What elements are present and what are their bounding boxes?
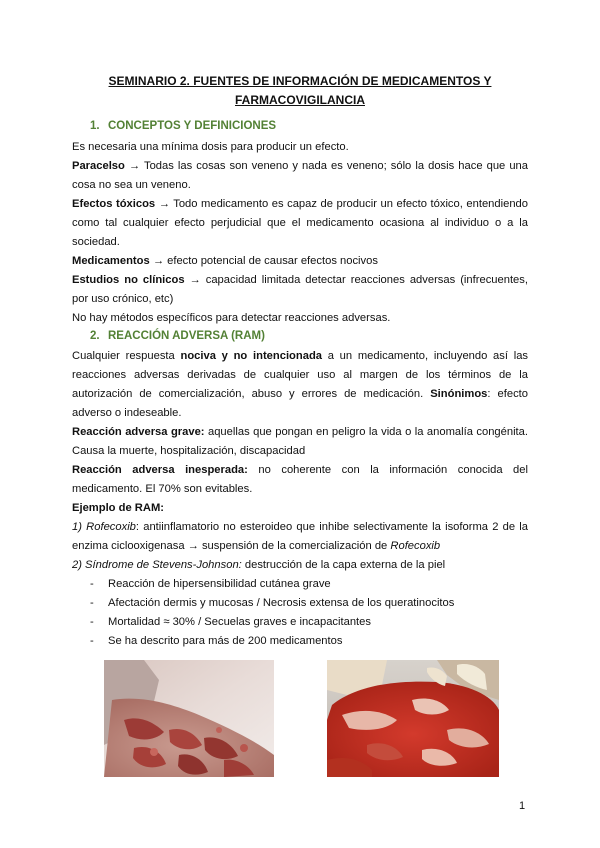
list-item: - Reacción de hipersensibilidad cutánea grave	[90, 575, 528, 594]
paragraph-estudios: Estudios no clínicos → capacidad limitada detectar reacciones adversas (infrecuentes, por uso crónico, etc)	[72, 274, 528, 305]
paragraph-example-stevens-johnson: 2) Síndrome de Stevens-Johnson: destrucción de la capa externa de la piel	[72, 559, 446, 571]
paragraph-dosis: Es necesaria una mínima dosis para producir un efecto.	[72, 141, 349, 153]
paragraph-example-rofecoxib: 1) Rofecoxib: antiinflamatorio no esteroideo que inhibe selectivamente la isoforma 2 de la enzima ciclooxigenasa → suspensión de la comercialización de Rofecoxib	[72, 521, 528, 552]
paragraph-efectos-toxicos: Efectos tóxicos → Todo medicamento es capaz de producir un efecto tóxico, entendiendo como tal cualquier efecto perjudicial que el medicamento ocasiona al individuo o a la sociedad.	[72, 198, 528, 248]
section-heading-1: 1. CONCEPTOS Y DEFINICIONES	[90, 120, 277, 132]
paragraph-medicamentos: Medicamentos → efecto potencial de causar efectos nocivos	[72, 255, 378, 267]
skin-lesion-photo-torso	[327, 660, 499, 777]
list-item: - Mortalidad ≈ 30% / Secuelas graves e incapacitantes	[90, 613, 528, 632]
section-heading-2: 2. REACCIÓN ADVERSA (RAM)	[90, 330, 265, 342]
page-number: 1	[519, 800, 526, 812]
skin-lesion-photo-chest-image	[104, 660, 274, 777]
skin-lesion-photo-chest	[104, 660, 274, 777]
document-title: SEMINARIO 2. FUENTES DE INFORMACIÓN DE MEDICAMENTOS Y FARMACOVIGILANCIA	[108, 74, 492, 107]
paragraph-reaccion-inesperada: Reacción adversa inesperada: no coherente con la información conocida del medicamento. El 70% son evitables.	[72, 464, 528, 495]
paragraph-reaccion-grave: Reacción adversa grave: aquellas que pongan en peligro la vida o la anomalía congénita. Causa la muerte, hospitalización, discapacidad	[72, 426, 529, 457]
skin-lesion-photo-torso-image	[327, 660, 499, 777]
paragraph-paracelso: Paracelso → Todas las cosas son veneno y nada es veneno; sólo la dosis hace que una cosa no sea un veneno.	[72, 160, 528, 191]
paragraph-no-metodos: No hay métodos específicos para detectar reacciones adversas.	[72, 312, 391, 324]
list-item: - Se ha descrito para más de 200 medicamentos	[90, 632, 528, 651]
paragraph-ram-definition: Cualquier respuesta nociva y no intencionada a un medicamento, incluyendo así las reacciones adversas derivadas de cualquier uso al margen de los términos de la autorización de comercialización, abuso y errores de medicación. Sinónimos: efecto adverso o indeseable.	[72, 350, 529, 419]
example-heading: Ejemplo de RAM:	[72, 502, 164, 514]
list-item: - Afectación dermis y mucosas / Necrosis extensa de los queratinocitos	[90, 594, 528, 613]
sjs-bullet-list	[90, 575, 528, 651]
